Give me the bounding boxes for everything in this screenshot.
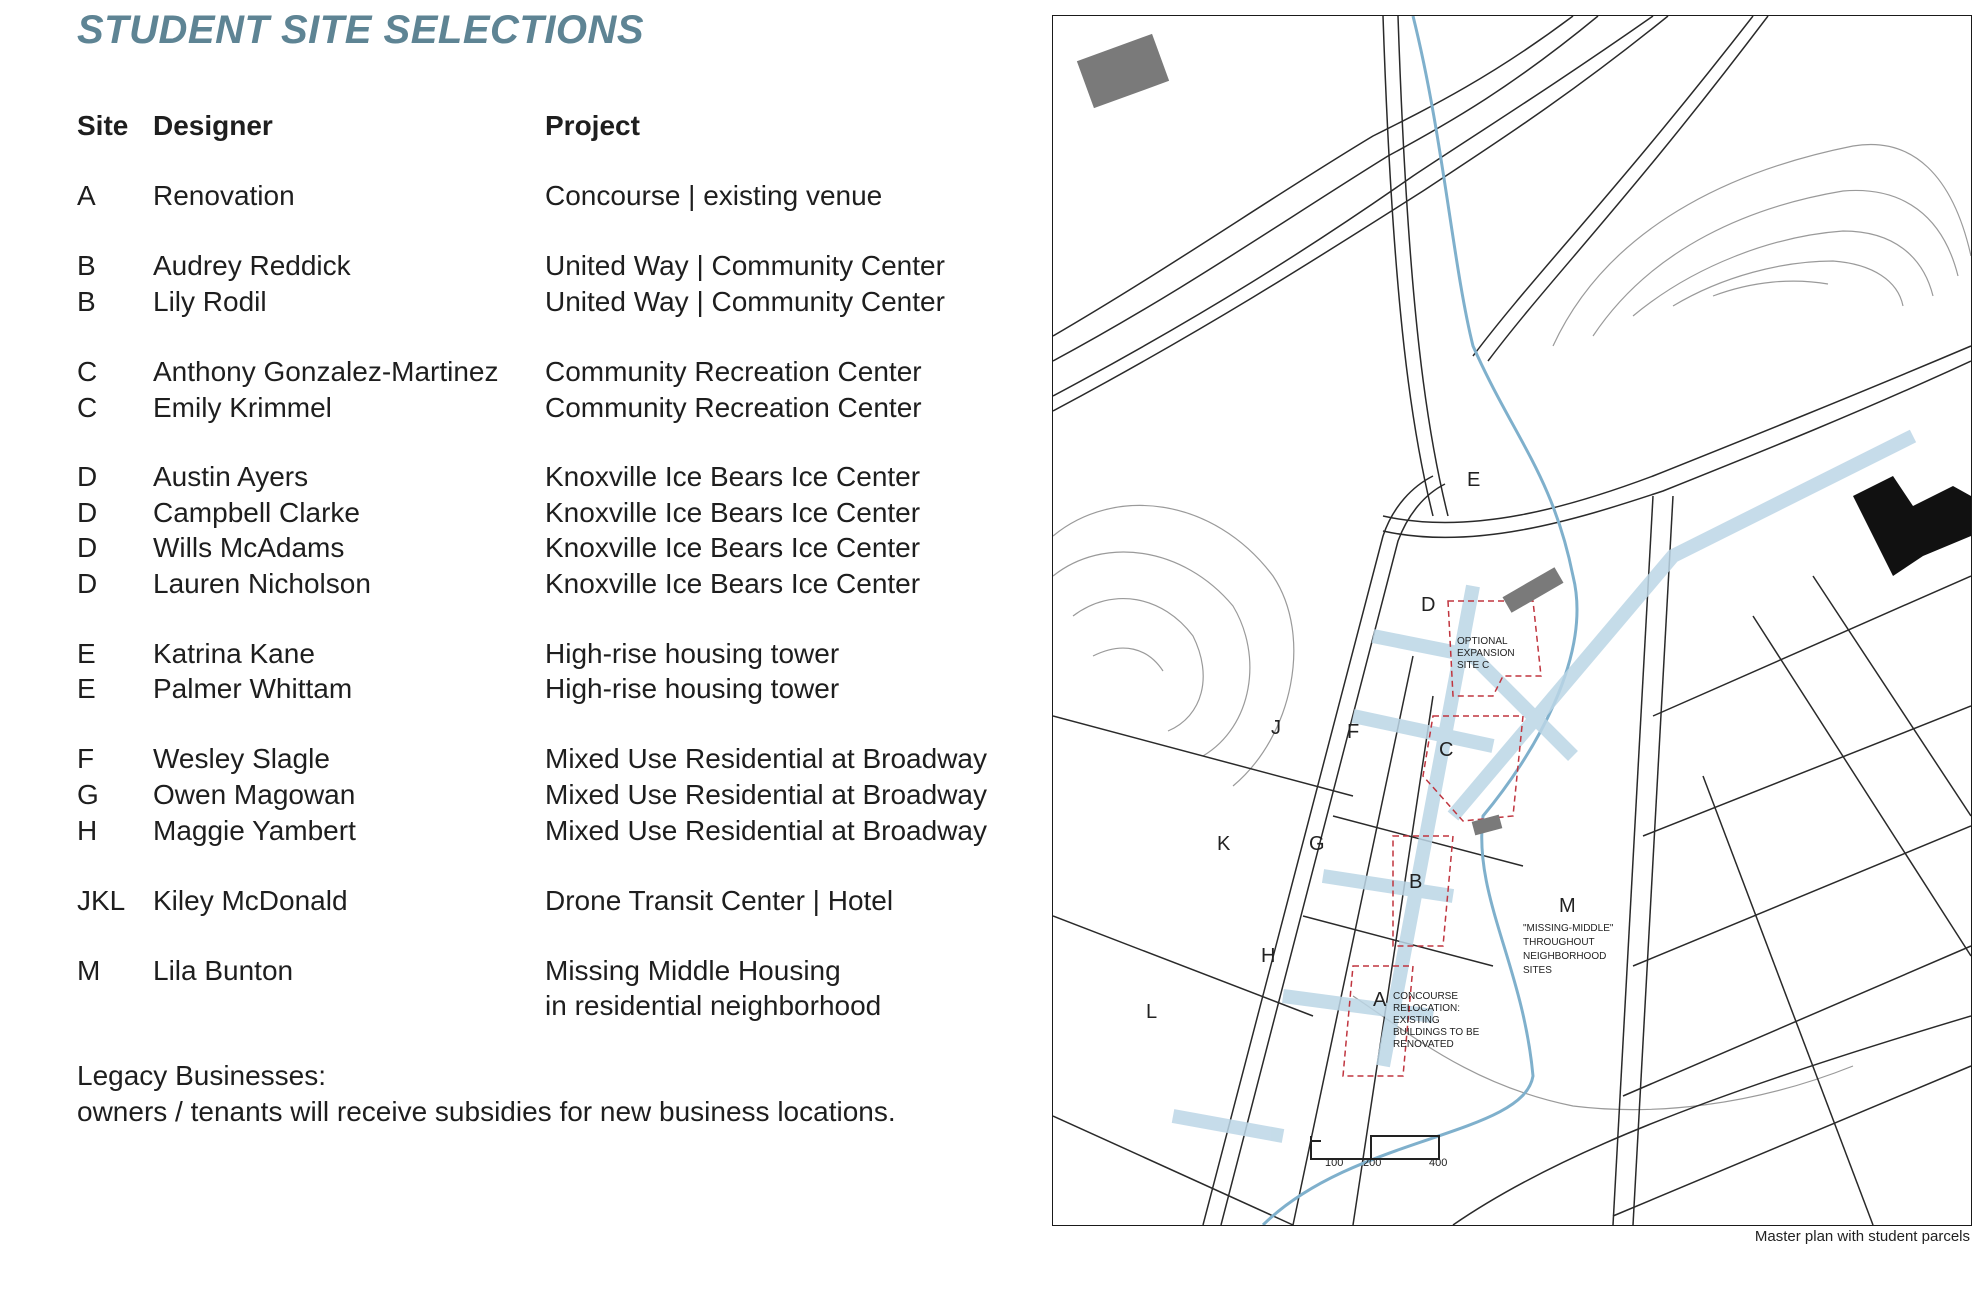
row-site: D xyxy=(77,568,98,599)
note-sites: SITES xyxy=(1523,965,1552,976)
note-missing-middle: "MISSING-MIDDLE" xyxy=(1523,923,1614,934)
row-project: Knoxville Ice Bears Ice Center xyxy=(545,497,921,528)
row-project: United Way | Community Center xyxy=(545,286,945,317)
parcel-label-f: F xyxy=(1347,721,1360,743)
row-site: E xyxy=(77,673,96,704)
row-designer: Lily Rodil xyxy=(153,286,267,317)
note-expansion: EXPANSION xyxy=(1457,648,1515,659)
parcel-label-b: B xyxy=(1409,871,1423,893)
row-designer: Audrey Reddick xyxy=(153,250,351,281)
row-site: G xyxy=(77,779,99,810)
parcel-label-a: A xyxy=(1373,989,1387,1011)
row-project: Knoxville Ice Bears Ice Center xyxy=(545,568,921,599)
page-title: STUDENT SITE SELECTIONS xyxy=(77,8,645,52)
scale-label-100: 100 xyxy=(1325,1157,1344,1169)
header-project: Project xyxy=(545,110,640,141)
row-site: D xyxy=(77,497,98,528)
scale-label-400: 400 xyxy=(1429,1157,1448,1169)
master-plan-map xyxy=(1052,15,1972,1226)
parcel-label-c: C xyxy=(1439,739,1454,761)
university-building xyxy=(1853,476,1971,576)
row-designer: Lila Bunton xyxy=(153,955,294,986)
header-site: Site xyxy=(77,110,129,141)
scale-label-200: 200 xyxy=(1363,1157,1382,1169)
row-designer: Katrina Kane xyxy=(153,638,315,669)
row-project: Mixed Use Residential at Broadway xyxy=(545,779,987,810)
row-designer: Lauren Nicholson xyxy=(153,568,371,599)
row-designer: Austin Ayers xyxy=(153,461,309,492)
parcel-label-m: M xyxy=(1559,895,1576,917)
row-designer: Emily Krimmel xyxy=(153,392,332,423)
parcel-label-l: L xyxy=(1146,1001,1158,1023)
row-designer: Campbell Clarke xyxy=(153,497,360,528)
row-designer: Owen Magowan xyxy=(153,779,356,810)
row-project: Community Recreation Center xyxy=(545,356,922,387)
row-designer: Palmer Whittam xyxy=(153,673,353,704)
note-concourse: CONCOURSE xyxy=(1393,991,1459,1002)
map-caption: Master plan with student parcels xyxy=(1754,1228,1970,1245)
row-project: High-rise housing tower xyxy=(545,673,840,704)
row-designer: Maggie Yambert xyxy=(153,815,356,846)
topography-contours xyxy=(1053,144,1971,1109)
row-designer: Wesley Slagle xyxy=(153,743,330,774)
row-designer: Wills McAdams xyxy=(153,532,345,563)
row-site: F xyxy=(77,743,95,774)
row-site: M xyxy=(77,955,101,986)
row-project: Concourse | existing venue xyxy=(545,180,883,211)
row-project: Mixed Use Residential at Broadway xyxy=(545,743,987,774)
row-site: C xyxy=(77,356,98,387)
note-existing: EXISTING xyxy=(1393,1015,1440,1026)
row-designer: Renovation xyxy=(153,180,295,211)
note-throughout: THROUGHOUT xyxy=(1523,937,1595,948)
header-designer: Designer xyxy=(153,110,273,141)
note-renovated: RENOVATED xyxy=(1393,1039,1454,1050)
parcel-label-h: H xyxy=(1261,945,1276,967)
row-site: JKL xyxy=(77,885,126,916)
parcel-label-e: E xyxy=(1467,469,1481,491)
parcel-label-k: K xyxy=(1217,833,1231,855)
note-relocation: RELOCATION: xyxy=(1393,1003,1461,1014)
parcel-label-d: D xyxy=(1421,594,1436,616)
row-site: C xyxy=(77,392,98,423)
row-site: B xyxy=(77,250,96,281)
row-site: E xyxy=(77,638,96,669)
note-buildings: BUILDINGS TO BE xyxy=(1393,1027,1480,1038)
legacy-heading: Legacy Businesses: xyxy=(77,1060,327,1091)
row-project: Missing Middle Housing xyxy=(545,955,841,986)
row-site: A xyxy=(77,180,96,211)
row-project: Knoxville Ice Bears Ice Center xyxy=(545,532,921,563)
note-neighborhood: NEIGHBORHOOD xyxy=(1523,951,1607,962)
parcel-label-j: J xyxy=(1271,717,1281,739)
legacy-businesses-note xyxy=(77,1058,896,1130)
row-project: Drone Transit Center | Hotel xyxy=(545,885,894,916)
note-site-c: SITE C xyxy=(1457,660,1490,671)
row-project: High-rise housing tower xyxy=(545,638,840,669)
roads xyxy=(1053,16,1971,1225)
row-designer: Anthony Gonzalez-Martinez xyxy=(153,356,499,387)
row-site: H xyxy=(77,815,98,846)
existing-buildings xyxy=(1077,34,1564,836)
parcel-label-g: G xyxy=(1309,833,1325,855)
legacy-text: owners / tenants will receive subsidies for new business locations. xyxy=(77,1096,896,1127)
master-plan-drawing xyxy=(1053,16,1971,1225)
row-site: D xyxy=(77,461,98,492)
row-site: B xyxy=(77,286,96,317)
pedestrian-paths xyxy=(1173,436,1913,1136)
row-project: Knoxville Ice Bears Ice Center xyxy=(545,461,921,492)
row-project: United Way | Community Center xyxy=(545,250,945,281)
row-project: Mixed Use Residential at Broadway xyxy=(545,815,987,846)
row-project: in residential neighborhood xyxy=(545,990,882,1021)
row-project: Community Recreation Center xyxy=(545,392,922,423)
row-site: D xyxy=(77,532,98,563)
note-optional: OPTIONAL xyxy=(1457,636,1508,647)
row-designer: Kiley McDonald xyxy=(153,885,348,916)
